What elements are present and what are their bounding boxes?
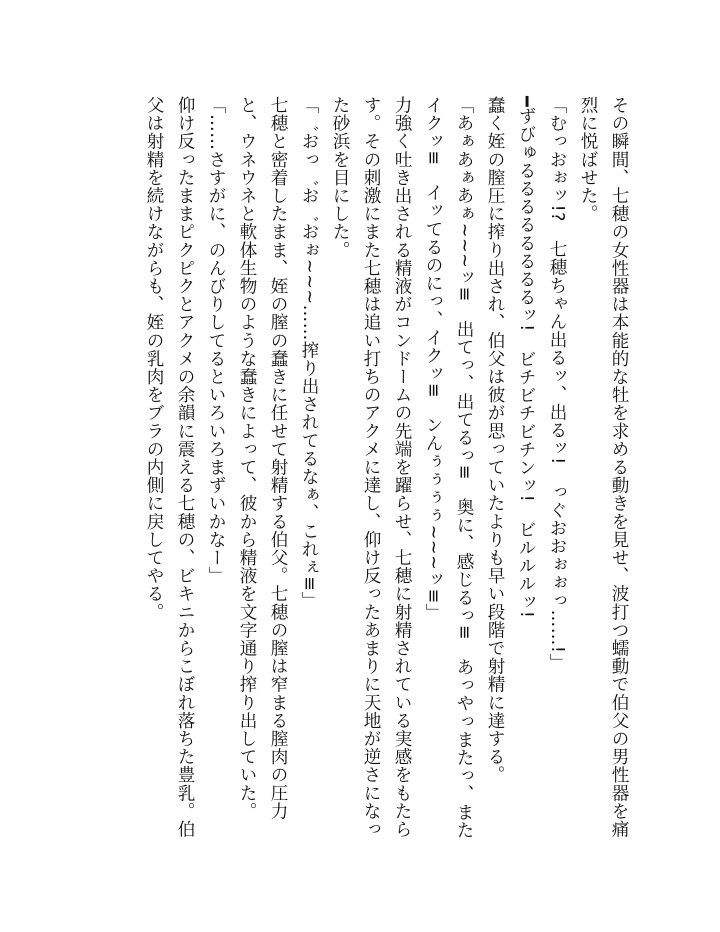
vertical-text-body — [74, 96, 634, 856]
paragraph: 「むっおぉッ!? 七穂ちゃん出るッ、出るッ! っぐおおぉぉっ……!」 — [547, 96, 567, 672]
paragraph: 仰け反ったままピクピクとアクメの余韻に震える七穂の、ビキニからこぼれ落ちた豊乳。伯父は射精を続けながらも、姪の乳肉をブラの内側に戻してやる。 — [144, 96, 195, 839]
paragraph: 「……さすがに、のんびりしてるといろいろまずいかなー」 — [206, 96, 226, 585]
paragraph: ━ずびゅるるるるるるるるッ! ビチビチビチンッ! ビルルルッ! — [516, 96, 536, 619]
paragraph: 「あぁあぁあぁ~~~ッ≡ 出てっ、出てるっ≡ 奥に、感じるっ≡ あっやっまたっ、またイクッ≡ イッてるのにっ、イクッ≡ ンんぅぅぅぅ~~~ッ≡」 — [423, 96, 474, 840]
paragraph: その瞬間、七穂の女性器は本能的な牡を求める動きを見せ、波打つ蠕動で伯父の男性器を痛烈に悦ばせた。 — [578, 96, 629, 839]
paragraph: 「゛おっ゛お゛おぉ~~~……搾り出されてるなぁ、これぇ≡」 — [299, 96, 319, 610]
paragraph: 七穂と密着したまま、姪の膣の蠢きに任せて射精する伯父。七穂の膣は窄まる膣肉の圧力と、ウネウネと軟体生物のような蠢きによって、彼から精液を文字通り搾り出していた。 — [237, 96, 288, 820]
paragraph: 力強く吐き出される精液がコンドームの先端を躍らせ、七穂に射精されている実感をもたらす。その刺激にまた七穂は追い打ちのアクメに達し、仰け反ったあまりに天地が逆さになった砂浜を目にした。 — [330, 96, 412, 839]
paragraph: 蠢く姪の膣圧に搾り出され、伯父は彼が思っていたよりも早い段階で射精に達する。 — [485, 96, 505, 784]
